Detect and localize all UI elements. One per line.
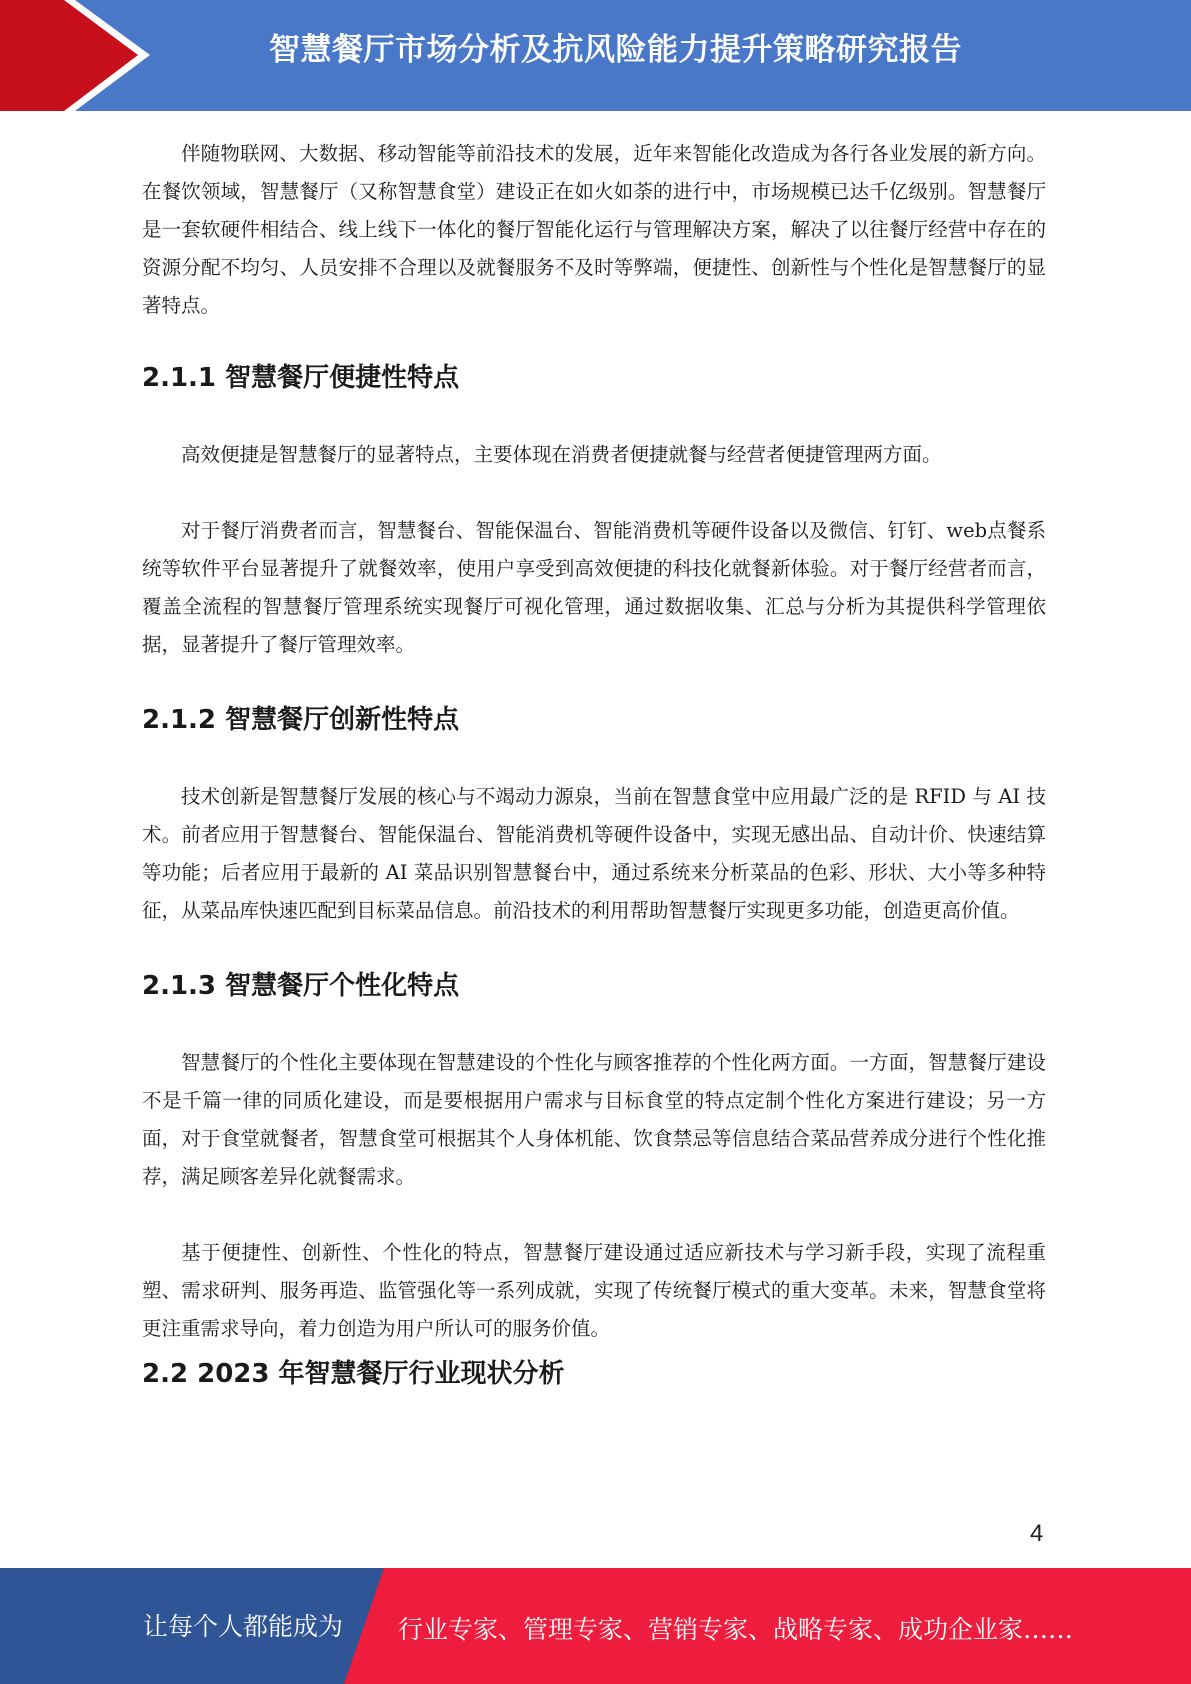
page-content [142, 135, 1046, 1394]
footer-slogan-right: 行业专家、管理专家、营销专家、战略专家、成功企业家…… [398, 1615, 1074, 1644]
section-2-1-2-paragraph-1: 技术创新是智慧餐厅发展的核心与不竭动力源泉，当前在智慧食堂中应用最广泛的是 RFID 与 AI 技术。前者应用于智慧餐台、智能保温台、智能消费机等硬件设备中，实现无感出品、自动计价、快速结算等功能；后者应用于最新的 AI 菜品识别智慧餐台中，通过系统来分析菜品的色彩、形状、大小等多种特征，从菜品库快速匹配到目标菜品信息。前沿技术的利用帮助智慧餐厅实现更多功能，创造更高价值。 [142, 785, 1046, 922]
section-heading-2-1-1: 2.1.1 智慧餐厅便捷性特点 [142, 363, 460, 393]
section-2-1-1-paragraph-1: 高效便捷是智慧餐厅的显著特点，主要体现在消费者便捷就餐与经营者便捷管理两方面。 [181, 443, 942, 466]
section-2-1-3-paragraph-1: 智慧餐厅的个性化主要体现在智慧建设的个性化与顾客推荐的个性化两方面。一方面，智慧餐厅建设不是千篇一律的同质化建设，而是要根据用户需求与目标食堂的特点定制个性化方案进行建设；另一方面，对于食堂就餐者，智慧食堂可根据其个人身体机能、饮食禁忌等信息结合菜品营养成分进行个性化推荐，满足顾客差异化就餐需求。 [142, 1051, 1046, 1188]
intro-paragraph: 伴随物联网、大数据、移动智能等前沿技术的发展，近年来智能化改造成为各行各业发展的新方向。在餐饮领域，智慧餐厅（又称智慧食堂）建设正在如火如荼的进行中，市场规模已达千亿级别。智慧餐厅是一套软硬件相结合、线上线下一体化的餐厅智能化运行与管理解决方案，解决了以往餐厅经营中存在的资源分配不均匀、人员安排不合理以及就餐服务不及时等弊端，便捷性、创新性与个性化是智慧餐厅的显著特点。 [142, 142, 1046, 317]
section-2-1-1-paragraph-2: 对于餐厅消费者而言，智慧餐台、智能保温台、智能消费机等硬件设备以及微信、钉钉、web点餐系统等软件平台显著提升了就餐效率，使用户享受到高效便捷的科技化就餐新体验。对于餐厅经营者而言，覆盖全流程的智慧餐厅管理系统实现餐厅可视化管理，通过数据收集、汇总与分析为其提供科学管理依据，显著提升了餐厅管理效率。 [142, 519, 1046, 656]
section-heading-2-2: 2.2 2023 年智慧餐厅行业现状分析 [142, 1359, 565, 1389]
page-number: 4 [1030, 1520, 1044, 1547]
section-heading-2-1-2: 2.1.2 智慧餐厅创新性特点 [142, 705, 460, 735]
footer-slogan-left: 让每个人都能成为 [143, 1612, 344, 1641]
section-heading-2-1-3: 2.1.3 智慧餐厅个性化特点 [142, 971, 460, 1001]
section-2-1-3-paragraph-2: 基于便捷性、创新性、个性化的特点，智慧餐厅建设通过适应新技术与学习新手段，实现了流程重塑、需求研判、服务再造、监管强化等一系列成就，实现了传统餐厅模式的重大变革。未来，智慧食堂将更注重需求导向，着力创造为用户所认可的服务价值。 [142, 1241, 1046, 1340]
document-title: 智慧餐厅市场分析及抗风险能力提升策略研究报告 [269, 32, 962, 68]
page-header [0, 0, 1191, 111]
